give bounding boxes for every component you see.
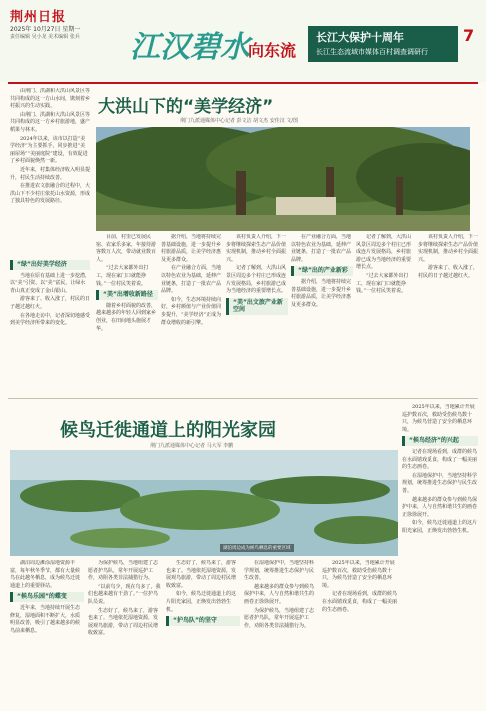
article1-para: “过去大家都外出打工，现在家门口就能挣钱。”一位村民笑着说。	[96, 265, 149, 287]
article2-subhead-1: “候鸟乐园”的蝶变	[10, 592, 84, 602]
section-name: 向东流	[248, 41, 297, 60]
lake-islands-photo	[10, 450, 398, 556]
article1-byline: 荆门九派通媒体中心记者 彭文洁 胡文杰 安佳汉 文/图	[180, 118, 299, 124]
article1-para: 目前，村里已发展民宿、农家乐多家，年接待游客数万人次，带动就业数百人。	[96, 234, 157, 263]
article2-col4	[244, 560, 318, 706]
article1-para: 在产业融合方面，当地以特色农业为基础，延伸产业链条，打造了一批农产品品牌。	[291, 234, 352, 263]
special-banner	[308, 26, 458, 62]
editors-line: 责任编辑 吴小龙 美术编辑 张兵	[10, 34, 80, 40]
article2-para: “以前鸟少，现在鸟多了，我们也越来越有干劲了。”一位护鸟队员说。	[88, 583, 161, 605]
article-divider	[8, 398, 478, 399]
article2-para: 在湿地保护中，当地坚持科学规划，统筹推进生态保护与民生改善。	[244, 560, 315, 582]
article1-para: 记者了解到，大洪山风景区周边多个村庄已形成连片发展格局，乡村旅游已成为当地经济的重要增长点。	[226, 265, 287, 295]
banyan-tree-photo	[96, 127, 470, 231]
article1-para: 据介绍，当地将持续完善基础设施，进一步提升乡村旅游品质，让美学经济惠及更多群众。	[291, 278, 352, 308]
article1-para: 据介绍，当地将持续完善基础设施，进一步提升乡村旅游品质，让美学经济惠及更多群众。	[161, 234, 222, 263]
article1-col5	[291, 234, 353, 394]
article2-para: 在湿地保护中，当地坚持科学规划，统筹推进生态保护与民生改善。	[402, 472, 478, 494]
page-number: 7	[463, 26, 475, 45]
article2-para: 生态好了，候鸟来了，游客也来了。当地依托湿地资源，发展观鸟旅游，带动了周边村民增收致富。	[166, 560, 237, 589]
article1-subhead-1: “绿”出好美学经济	[10, 260, 90, 270]
article1-subhead-3: “美”出文旅产业新空间	[226, 298, 288, 315]
article2-col1	[10, 560, 84, 706]
article2-para: 如今，候鸟迁徙通道上的这片阳光家园，正焕发出勃勃生机。	[402, 520, 478, 534]
article1-col6	[356, 234, 414, 394]
article1-para: 该村负责人介绍，下一步将继续探索生态产品价值实现机制，推动乡村全面振兴。	[226, 234, 287, 263]
banner-subtitle: 长江生态流域市媒体百村调查调研行	[316, 48, 428, 56]
article2-photo-caption: 湖泊周边成为候鸟栖息的重要区域	[220, 544, 294, 552]
article1-para: 如今，生态环境持续向好，乡村颜值与产业价值同步提升，“美学经济”正成为群众增收的新引擎。	[161, 296, 222, 326]
article2-para: 越来越多的群众参与到候鸟保护中来，人与自然和谐共生的画卷正徐徐展开。	[402, 496, 478, 518]
article2-col3	[166, 560, 240, 706]
article2-para: 记者在现场看到，成群的候鸟在水面嬉戏觅食，构成了一幅美丽的生态画卷。	[402, 448, 478, 471]
article2-para: 如今，候鸟迁徙通道上的这片阳光家园，正焕发出勃勃生机。	[166, 591, 237, 613]
article1-para: “过去大家都外出打工，现在家门口就能挣钱。”一位村民笑着说。	[356, 272, 409, 295]
article2-subhead-2: “护鸟队”的坚守	[166, 616, 240, 626]
article1-para: 在各地走访中，记者深切地感受到美学经济所带来的变化。	[10, 312, 90, 327]
article1-col1b	[10, 258, 90, 388]
article2-para: 2025年以来，当地累计开展巡护数百次，救助受伤候鸟数十只，为候鸟营造了安全的栖息环境。	[322, 560, 395, 589]
article1-col3	[161, 234, 223, 394]
article2-para: 记者在现场看到，成群的候鸟在水面嬉戏觅食，构成了一幅美丽的生态画卷。	[322, 591, 398, 613]
masthead-rule	[8, 82, 478, 84]
article2-col2	[88, 560, 162, 706]
article2-subhead-3: “候鸟经济”的兴起	[402, 436, 478, 446]
article2-right-col	[402, 404, 478, 704]
article1-subhead-4: “绿”出的产业新彩	[291, 266, 353, 276]
article2-para: 生态好了，候鸟来了，游客也来了。当地依托湿地资源，发展观鸟旅游，带动了周边村民增收致富。	[88, 607, 159, 637]
article2-para: 越来越多的群众参与到候鸟保护中来，人与自然和谐共生的画卷正徐徐展开。	[244, 583, 315, 605]
article1-col1	[10, 88, 90, 258]
article1-col2	[96, 234, 158, 394]
article1-para: 随着乡村面貌的改善，越来越多的年轻人回到家乡创业，在田间地头施展才华。	[96, 302, 157, 332]
article2-headline: 候鸟迁徙通道上的阳光家园	[60, 420, 276, 441]
article2-para: 湖泊周边滩涂湿地资源丰富，每年秋冬季节，都有大量候鸟在此越冬栖息，成为候鸟迁徙通道上的重要驿站。	[10, 560, 81, 589]
article1-para: 在产业融合方面，当地以特色农业为基础，延伸产业链条，打造了一批农产品品牌。	[161, 265, 222, 295]
article2-byline: 荆门九派通媒体中心记者 马大军 李鹏	[150, 443, 234, 449]
article2-para: 2025年以来，当地累计开展巡护数百次，救助受伤候鸟数十只，为候鸟营造了安全的栖息环境。	[402, 404, 475, 433]
article1-headline: 大洪山下的“美学经济”	[98, 97, 274, 117]
masthead	[0, 0, 486, 82]
article1-para: 由荆门、洪湖和大洪山风景区等共同构成的这一方乡村旅游地，盛产稻果与林木。	[10, 111, 90, 133]
article1-para: 2024年以来，该市以打造“美学经济”为主要抓手，同步推进“美丽屋场”“美丽庭院”建设，有效促进了乡村面貌焕然一新。	[10, 135, 88, 165]
article1-para: 游客来了、收入涨了，村民的日子越过越红火。	[418, 265, 478, 279]
article1-para: 近年来，村集体经济收入明显提升，村民生活持续改善。	[10, 166, 90, 181]
article1-para: 游客来了、收入涨了，村民的日子越过越红火。	[10, 296, 90, 310]
article1-col4	[226, 234, 288, 394]
article1-para: 记者了解到，大洪山风景区周边多个村庄已形成连片发展格局，乡村旅游已成为当地经济的重要增长点。	[356, 234, 412, 271]
brand-script-title: 江汉碧水	[130, 30, 250, 65]
article1-lead: 由荆门、洪湖和大洪山风景区等共同构成的这一方山水间，镌刻着乡村振兴的生动实践。	[10, 88, 90, 110]
article1-subhead-2: “美”出增收新路径	[96, 290, 158, 300]
article2-photo	[10, 450, 398, 556]
article1-para: 该村负责人介绍，下一步将继续探索生态产品价值实现机制，推动乡村全面振兴。	[418, 234, 478, 263]
article2-para: 近年来，当地持续开展生态修复，湿地面积不断扩大，水质明显改善，吸引了越来越多的候鸟前来栖息。	[10, 604, 81, 634]
issue-date: 2025年 10月27日 星期一	[10, 26, 81, 33]
article1-photo	[96, 127, 470, 231]
newspaper-logo: 荆州日报	[10, 10, 67, 25]
article1-para: 当地在原有基础上进一步挖潜，以“美”引资、以“美”富民，让绿水青山真正变成了金山银山。	[10, 272, 90, 294]
article2-para: 为保护候鸟，当地组建了志愿者护鸟队，常年开展巡护工作，劝阻各类非法捕猎行为。	[88, 560, 159, 582]
article2-para: 为保护候鸟，当地组建了志愿者护鸟队，常年开展巡护工作，劝阻各类非法捕猎行为。	[244, 607, 315, 629]
banner-title: 长江大保护十周年	[316, 31, 404, 44]
article1-para: 在推进农文旅融合的过程中，大洪山下不少村庄依托山水资源，形成了独具特色的发展路径。	[10, 183, 90, 205]
article1-col7	[418, 234, 478, 394]
article2-col5	[322, 560, 398, 706]
